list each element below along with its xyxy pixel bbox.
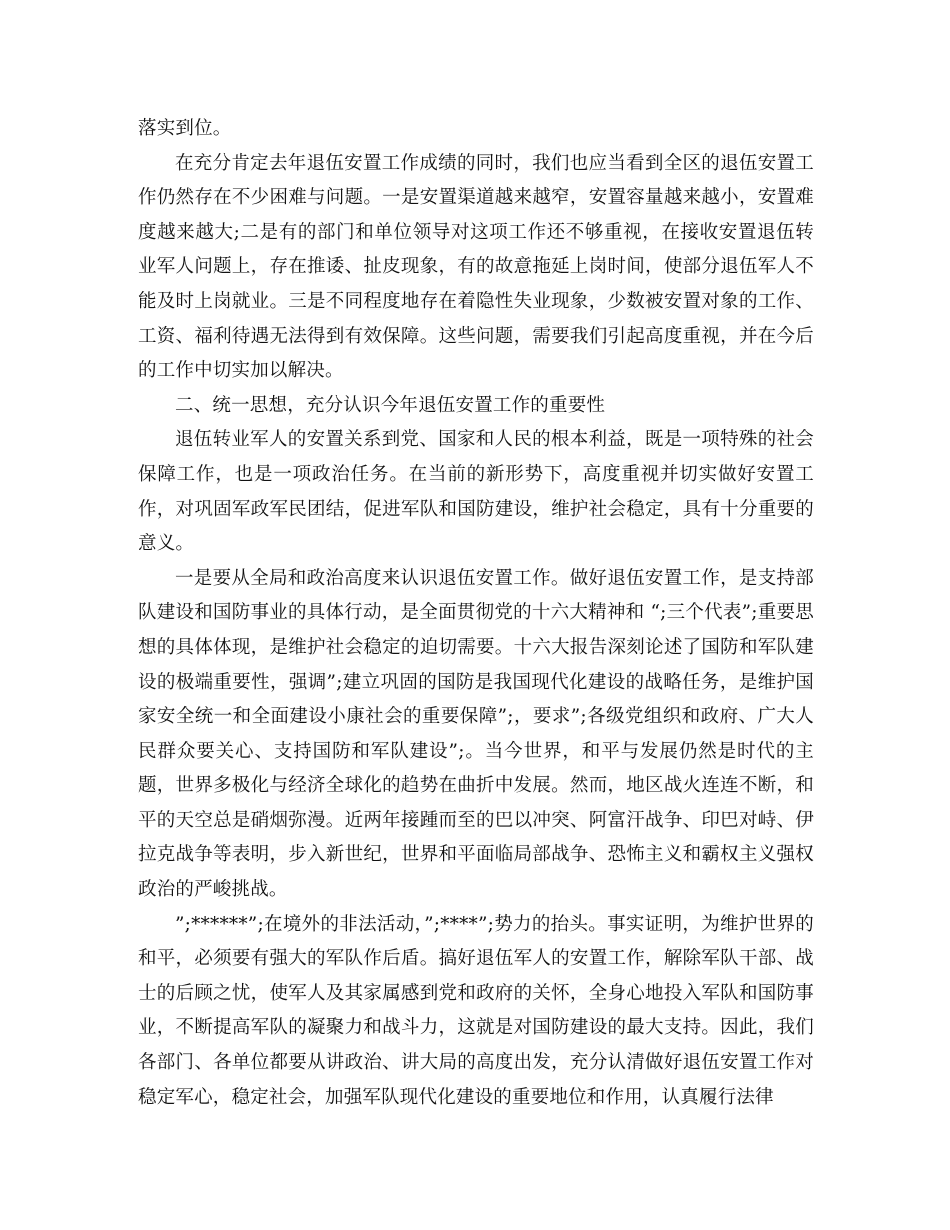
- document-page: [138, 112, 814, 1115]
- paragraph: 落实到位。: [138, 118, 232, 139]
- paragraph: ”;******”;在境外的非法活动，”;****”;势力的抬头。事实证明，为维护世界的和平，必须要有强大的军队作后盾。搞好退伍军人的安置工作，解除军队干部、战士的后顾之忧，使军人及其家属感到党和政府的关怀，全身心地投入军队和国防事业，不断提高军队的凝聚力和战斗力，这就是对国防建设的最大支持。因此，我们各部门、各单位都要从讲政治、讲大局的高度出发，充分认清做好退伍安置工作对稳定军心，稳定社会，加强军队现代化建设的重要地位和作用，认真履行法律: [138, 913, 814, 1108]
- paragraph: 退伍转业军人的安置关系到党、国家和人民的根本利益，既是一项特殊的社会保障工作，也是一项政治任务。在当前的新形势下，高度重视并切实做好安置工作，对巩固军政军民团结，促进军队和国防建设，维护社会稳定，具有十分重要的意义。: [138, 429, 814, 555]
- paragraph: 在充分肯定去年退伍安置工作成绩的同时，我们也应当看到全区的退伍安置工作仍然存在不少困难与问题。一是安置渠道越来越窄，安置容量越来越小，安置难度越来越大;二是有的部门和单位领导对这项工作还不够重视，在接收安置退伍转业军人问题上，存在推诿、扯皮现象，有的故意拖延上岗时间，使部分退伍军人不能及时上岗就业。三是不同程度地存在着隐性失业现象，少数被安置对象的工作、工资、福利待遇无法得到有效保障。这些问题，需要我们引起高度重视，并在今后的工作中切实加以解决。: [138, 152, 814, 382]
- paragraph: 一是要从全局和政治高度来认识退伍安置工作。做好退伍安置工作，是支持部队建设和国防事业的具体行动，是全面贯彻党的十六大精神和 “;三个代表”;重要思想的具体体现，是维护社会稳定的迫切需要。十六大报告深刻论述了国防和军队建设的极端重要性，强调”;建立巩固的国防是我国现代化建设的战略任务，是维护国家安全统一和全面建设小康社会的重要保障”;，要求”;各级党组织和政府、广大人民群众要关心、支持国防和军队建设”;。当今世界，和平与发展仍然是时代的主题，世界多极化与经济全球化的趋势在曲折中发展。然而，地区战火连连不断，和平的天空总是硝烟弥漫。近两年接踵而至的巴以冲突、阿富汗战争、印巴对峙、伊拉克战争等表明，步入新世纪，世界和平面临局部战争、恐怖主义和霸权主义强权政治的严峻挑战。: [138, 567, 814, 901]
- section-heading: 二、统一思想，充分认识今年退伍安置工作的重要性: [175, 394, 606, 416]
